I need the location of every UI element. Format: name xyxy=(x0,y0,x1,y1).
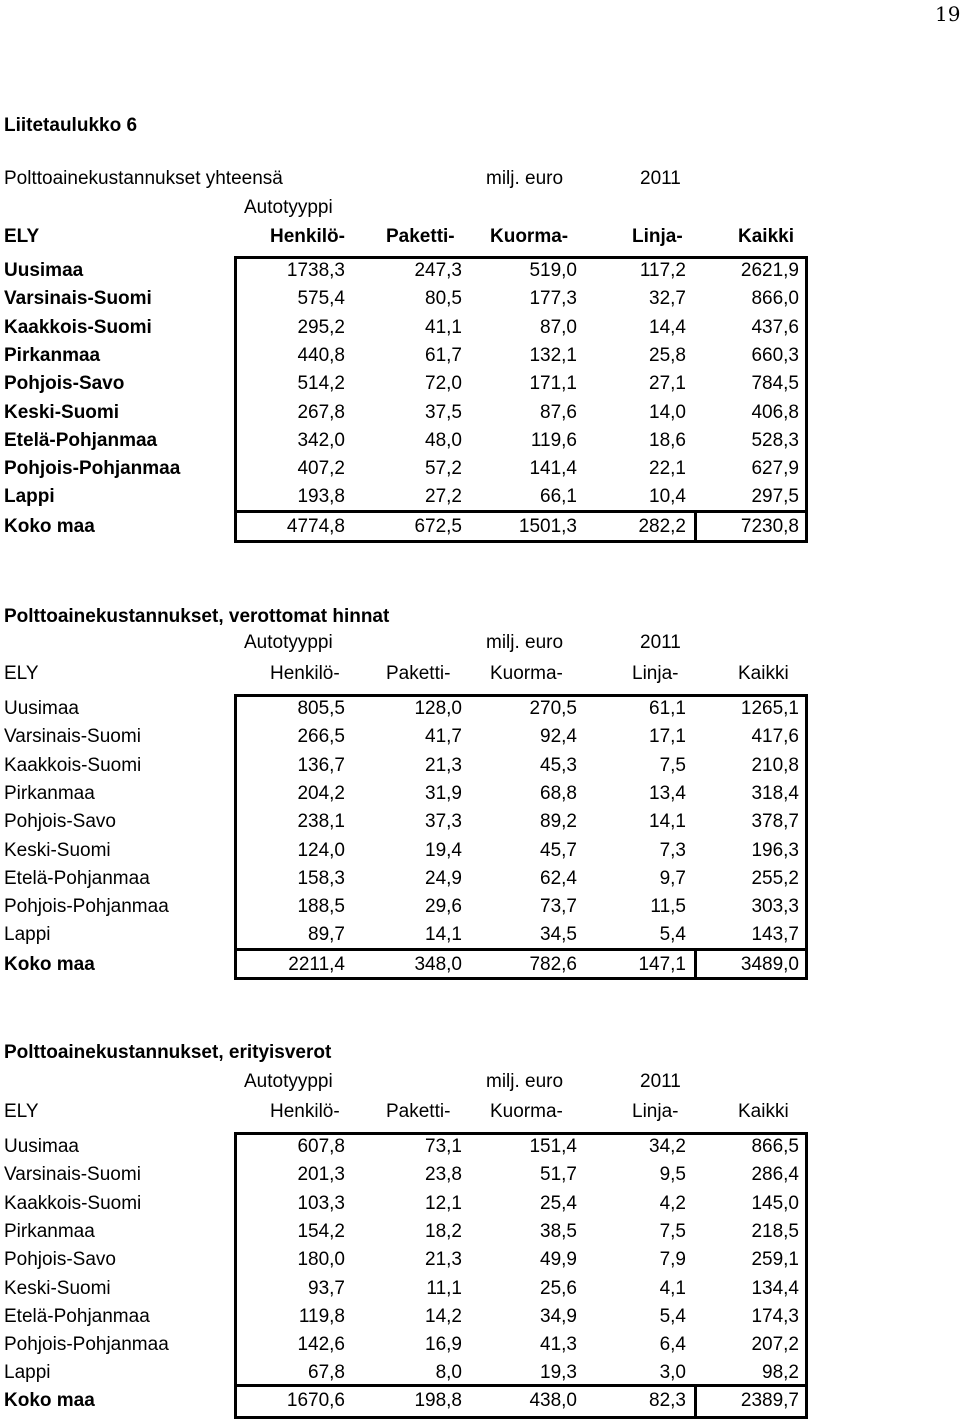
table-cell: 5,4 xyxy=(659,1306,686,1327)
table-cell: 67,8 xyxy=(308,1362,345,1383)
table-title: Polttoainekustannukset, verottomat hinnat xyxy=(4,606,390,627)
row-label: Kaakkois-Suomi xyxy=(4,755,142,776)
table-cell: 12,1 xyxy=(425,1193,462,1214)
table-cell: 607,8 xyxy=(297,1136,345,1157)
total-column-separator xyxy=(694,948,697,980)
table-cell: 62,4 xyxy=(540,868,577,889)
table-cell: 5,4 xyxy=(659,924,686,945)
total-cell: 672,5 xyxy=(414,516,462,537)
table-cell: 29,6 xyxy=(425,896,462,917)
table-title: Polttoainekustannukset yhteensä xyxy=(4,168,283,189)
table-cell: 32,7 xyxy=(649,288,686,309)
table-cell: 286,4 xyxy=(751,1164,799,1185)
total-cell: 1670,6 xyxy=(286,1390,345,1411)
row-label: Pirkanmaa xyxy=(4,783,95,804)
table-cell: 68,8 xyxy=(540,783,577,804)
table-cell: 21,3 xyxy=(425,1249,462,1270)
row-label: Pohjois-Savo xyxy=(4,811,116,832)
table-cell: 1265,1 xyxy=(740,698,799,719)
table-cell: 21,3 xyxy=(425,755,462,776)
table-cell: 51,7 xyxy=(540,1164,577,1185)
table-cell: 134,4 xyxy=(751,1278,799,1299)
table-cell: 37,3 xyxy=(425,811,462,832)
table-cell: 4,2 xyxy=(659,1193,686,1214)
table-cell: 23,8 xyxy=(425,1164,462,1185)
row-label: Uusimaa xyxy=(4,698,79,719)
table-cell: 267,8 xyxy=(297,402,345,423)
table-cell: 34,2 xyxy=(649,1136,686,1157)
table-cell: 193,8 xyxy=(297,486,345,507)
column-header: ELY xyxy=(4,226,40,247)
column-header: Kuorma- xyxy=(490,1101,563,1122)
total-column-separator xyxy=(694,1384,697,1419)
table-cell: 519,0 xyxy=(529,260,577,281)
column-header: Kaikki xyxy=(738,1101,789,1122)
table-cell: 124,0 xyxy=(297,840,345,861)
column-header: Kaikki xyxy=(738,226,794,247)
row-label: Varsinais-Suomi xyxy=(4,288,152,309)
total-cell: 3489,0 xyxy=(740,954,799,975)
total-cell: 438,0 xyxy=(529,1390,577,1411)
column-header: ELY xyxy=(4,1101,39,1122)
table-cell: 866,0 xyxy=(751,288,799,309)
table-cell: 3,0 xyxy=(659,1362,686,1383)
year-label: 2011 xyxy=(640,168,681,189)
table-cell: 342,0 xyxy=(297,430,345,451)
row-label: Pirkanmaa xyxy=(4,1221,95,1242)
total-cell: 782,6 xyxy=(529,954,577,975)
column-header: Henkilö- xyxy=(270,1101,340,1122)
table-cell: 528,3 xyxy=(751,430,799,451)
table-cell: 14,1 xyxy=(425,924,462,945)
total-cell: 82,3 xyxy=(649,1390,686,1411)
column-header: Linja- xyxy=(632,226,683,247)
table-cell: 196,3 xyxy=(751,840,799,861)
table-cell: 7,9 xyxy=(659,1249,686,1270)
table-cell: 210,8 xyxy=(751,755,799,776)
table-cell: 660,3 xyxy=(751,345,799,366)
table-cell: 303,3 xyxy=(751,896,799,917)
table-cell: 24,9 xyxy=(425,868,462,889)
row-label: Lappi xyxy=(4,924,51,945)
table-cell: 7,3 xyxy=(659,840,686,861)
year-label: 2011 xyxy=(640,1071,681,1092)
table-cell: 103,3 xyxy=(297,1193,345,1214)
row-label: Kaakkois-Suomi xyxy=(4,317,152,338)
table-cell: 247,3 xyxy=(414,260,462,281)
row-label: Keski-Suomi xyxy=(4,402,120,423)
table-cell: 145,0 xyxy=(751,1193,799,1214)
table-cell: 136,7 xyxy=(297,755,345,776)
table-cell: 259,1 xyxy=(751,1249,799,1270)
row-label: Varsinais-Suomi xyxy=(4,1164,141,1185)
column-header: ELY xyxy=(4,663,39,684)
table-cell: 270,5 xyxy=(529,698,577,719)
table-cell: 45,3 xyxy=(540,755,577,776)
total-cell: 1501,3 xyxy=(518,516,577,537)
table-cell: 31,9 xyxy=(425,783,462,804)
table-cell: 440,8 xyxy=(297,345,345,366)
table-cell: 207,2 xyxy=(751,1334,799,1355)
table-cell: 866,5 xyxy=(751,1136,799,1157)
total-column-separator xyxy=(694,510,697,543)
total-cell: 4774,8 xyxy=(286,516,345,537)
table-cell: 575,4 xyxy=(297,288,345,309)
row-label: Etelä-Pohjanmaa xyxy=(4,868,150,889)
table-cell: 218,5 xyxy=(751,1221,799,1242)
table-cell: 266,5 xyxy=(297,726,345,747)
table-cell: 66,1 xyxy=(540,486,577,507)
column-header: Kuorma- xyxy=(490,663,563,684)
total-separator xyxy=(234,1384,808,1387)
table-cell: 188,5 xyxy=(297,896,345,917)
table-cell: 22,1 xyxy=(649,458,686,479)
row-label: Pirkanmaa xyxy=(4,345,101,366)
table-cell: 784,5 xyxy=(751,373,799,394)
table-cell: 25,4 xyxy=(540,1193,577,1214)
table-cell: 37,5 xyxy=(425,402,462,423)
row-label: Lappi xyxy=(4,1362,51,1383)
table-cell: 318,4 xyxy=(751,783,799,804)
table-cell: 41,7 xyxy=(425,726,462,747)
table-cell: 158,3 xyxy=(297,868,345,889)
table-cell: 119,8 xyxy=(298,1306,345,1327)
table-cell: 41,3 xyxy=(540,1334,577,1355)
total-cell: 7230,8 xyxy=(740,516,799,537)
table-cell: 49,9 xyxy=(540,1249,577,1270)
unit-label: milj. euro xyxy=(486,1071,564,1092)
total-cell: 2389,7 xyxy=(740,1390,799,1411)
table-cell: 177,3 xyxy=(529,288,577,309)
table-cell: 93,7 xyxy=(308,1278,345,1299)
column-header: Linja- xyxy=(632,1101,679,1122)
row-label: Pohjois-Pohjanmaa xyxy=(4,458,181,479)
table-cell: 34,5 xyxy=(540,924,577,945)
table-cell: 255,2 xyxy=(751,868,799,889)
table-cell: 174,3 xyxy=(751,1306,799,1327)
total-cell: 282,2 xyxy=(638,516,686,537)
table-cell: 89,7 xyxy=(308,924,345,945)
table-cell: 92,4 xyxy=(540,726,577,747)
table-cell: 378,7 xyxy=(751,811,799,832)
column-header: Kuorma- xyxy=(490,226,569,247)
column-header: Henkilö- xyxy=(270,226,345,247)
row-label: Pohjois-Pohjanmaa xyxy=(4,896,169,917)
table-cell: 10,4 xyxy=(649,486,686,507)
table-cell: 4,1 xyxy=(659,1278,686,1299)
table-cell: 417,6 xyxy=(751,726,799,747)
table-cell: 514,2 xyxy=(297,373,345,394)
table-cell: 17,1 xyxy=(649,726,686,747)
table-cell: 18,2 xyxy=(425,1221,462,1242)
table-cell: 143,7 xyxy=(751,924,799,945)
table-cell: 73,1 xyxy=(425,1136,462,1157)
table-cell: 171,1 xyxy=(529,373,577,394)
table-cell: 14,0 xyxy=(649,402,686,423)
table-cell: 154,2 xyxy=(297,1221,345,1242)
table-cell: 45,7 xyxy=(540,840,577,861)
table-cell: 7,5 xyxy=(659,755,686,776)
total-label: Koko maa xyxy=(4,954,95,975)
table-title: Polttoainekustannukset, erityisverot xyxy=(4,1042,332,1063)
table-cell: 117,2 xyxy=(639,260,686,281)
table-cell: 13,4 xyxy=(649,783,686,804)
group-label: Autotyyppi xyxy=(244,632,333,653)
table-cell: 406,8 xyxy=(751,402,799,423)
table-cell: 805,5 xyxy=(297,698,345,719)
table-cell: 72,0 xyxy=(425,373,462,394)
table-cell: 8,0 xyxy=(435,1362,462,1383)
column-header: Henkilö- xyxy=(270,663,340,684)
table-cell: 25,8 xyxy=(649,345,686,366)
table-cell: 1738,3 xyxy=(286,260,345,281)
table-cell: 16,9 xyxy=(425,1334,462,1355)
table-cell: 201,3 xyxy=(297,1164,345,1185)
table-cell: 132,1 xyxy=(529,345,577,366)
row-label: Uusimaa xyxy=(4,1136,79,1157)
row-label: Keski-Suomi xyxy=(4,1278,111,1299)
table-cell: 9,7 xyxy=(659,868,686,889)
unit-label: milj. euro xyxy=(486,632,564,653)
table-cell: 89,2 xyxy=(540,811,577,832)
total-cell: 198,8 xyxy=(414,1390,462,1411)
table-cell: 204,2 xyxy=(297,783,345,804)
table-cell: 57,2 xyxy=(425,458,462,479)
table-cell: 73,7 xyxy=(540,896,577,917)
table-cell: 627,9 xyxy=(751,458,799,479)
table-cell: 14,2 xyxy=(425,1306,462,1327)
appendix-heading: Liitetaulukko 6 xyxy=(4,115,138,136)
total-cell: 348,0 xyxy=(414,954,462,975)
table-cell: 18,6 xyxy=(649,430,686,451)
table-cell: 27,1 xyxy=(649,373,686,394)
row-label: Kaakkois-Suomi xyxy=(4,1193,142,1214)
table-cell: 19,3 xyxy=(540,1362,577,1383)
table-cell: 119,6 xyxy=(530,430,577,451)
column-header: Linja- xyxy=(632,663,679,684)
table-cell: 141,4 xyxy=(529,458,577,479)
table-cell: 6,4 xyxy=(659,1334,686,1355)
column-header: Paketti- xyxy=(386,1101,451,1122)
total-separator xyxy=(234,948,808,951)
row-label: Pohjois-Pohjanmaa xyxy=(4,1334,169,1355)
table-cell: 142,6 xyxy=(297,1334,345,1355)
table-cell: 11,1 xyxy=(426,1278,462,1299)
table-cell: 151,4 xyxy=(529,1136,577,1157)
table-cell: 238,1 xyxy=(297,811,345,832)
table-cell: 2621,9 xyxy=(740,260,799,281)
table-cell: 87,6 xyxy=(540,402,577,423)
row-label: Pohjois-Savo xyxy=(4,373,125,394)
group-label: Autotyyppi xyxy=(244,1071,333,1092)
table-cell: 295,2 xyxy=(297,317,345,338)
column-header: Paketti- xyxy=(386,663,451,684)
table-cell: 41,1 xyxy=(425,317,462,338)
row-label: Varsinais-Suomi xyxy=(4,726,141,747)
table-cell: 407,2 xyxy=(297,458,345,479)
table-cell: 14,1 xyxy=(649,811,686,832)
row-label: Lappi xyxy=(4,486,55,507)
table-cell: 180,0 xyxy=(297,1249,345,1270)
group-label: Autotyyppi xyxy=(244,197,333,218)
row-label: Pohjois-Savo xyxy=(4,1249,116,1270)
table-cell: 27,2 xyxy=(425,486,462,507)
total-label: Koko maa xyxy=(4,516,95,537)
table-cell: 98,2 xyxy=(762,1362,799,1383)
table-cell: 25,6 xyxy=(540,1278,577,1299)
table-cell: 128,0 xyxy=(414,698,462,719)
total-cell: 2211,4 xyxy=(288,954,345,975)
table-cell: 9,5 xyxy=(659,1164,686,1185)
year-label: 2011 xyxy=(640,632,681,653)
column-header: Kaikki xyxy=(738,663,789,684)
row-label: Keski-Suomi xyxy=(4,840,111,861)
table-cell: 11,5 xyxy=(650,896,686,917)
table-cell: 34,9 xyxy=(540,1306,577,1327)
row-label: Uusimaa xyxy=(4,260,84,281)
table-cell: 87,0 xyxy=(540,317,577,338)
column-header: Paketti- xyxy=(386,226,455,247)
table-cell: 297,5 xyxy=(751,486,799,507)
table-cell: 7,5 xyxy=(659,1221,686,1242)
table-cell: 19,4 xyxy=(425,840,462,861)
total-separator xyxy=(234,510,808,513)
table-cell: 437,6 xyxy=(751,317,799,338)
total-cell: 147,1 xyxy=(638,954,686,975)
total-label: Koko maa xyxy=(4,1390,95,1411)
row-label: Etelä-Pohjanmaa xyxy=(4,430,158,451)
unit-label: milj. euro xyxy=(486,168,564,189)
table-cell: 80,5 xyxy=(425,288,462,309)
table-cell: 61,1 xyxy=(649,698,686,719)
row-label: Etelä-Pohjanmaa xyxy=(4,1306,150,1327)
table-cell: 38,5 xyxy=(540,1221,577,1242)
table-cell: 14,4 xyxy=(649,317,686,338)
table-cell: 61,7 xyxy=(425,345,462,366)
page-number: 19 xyxy=(935,2,960,26)
table-cell: 48,0 xyxy=(425,430,462,451)
